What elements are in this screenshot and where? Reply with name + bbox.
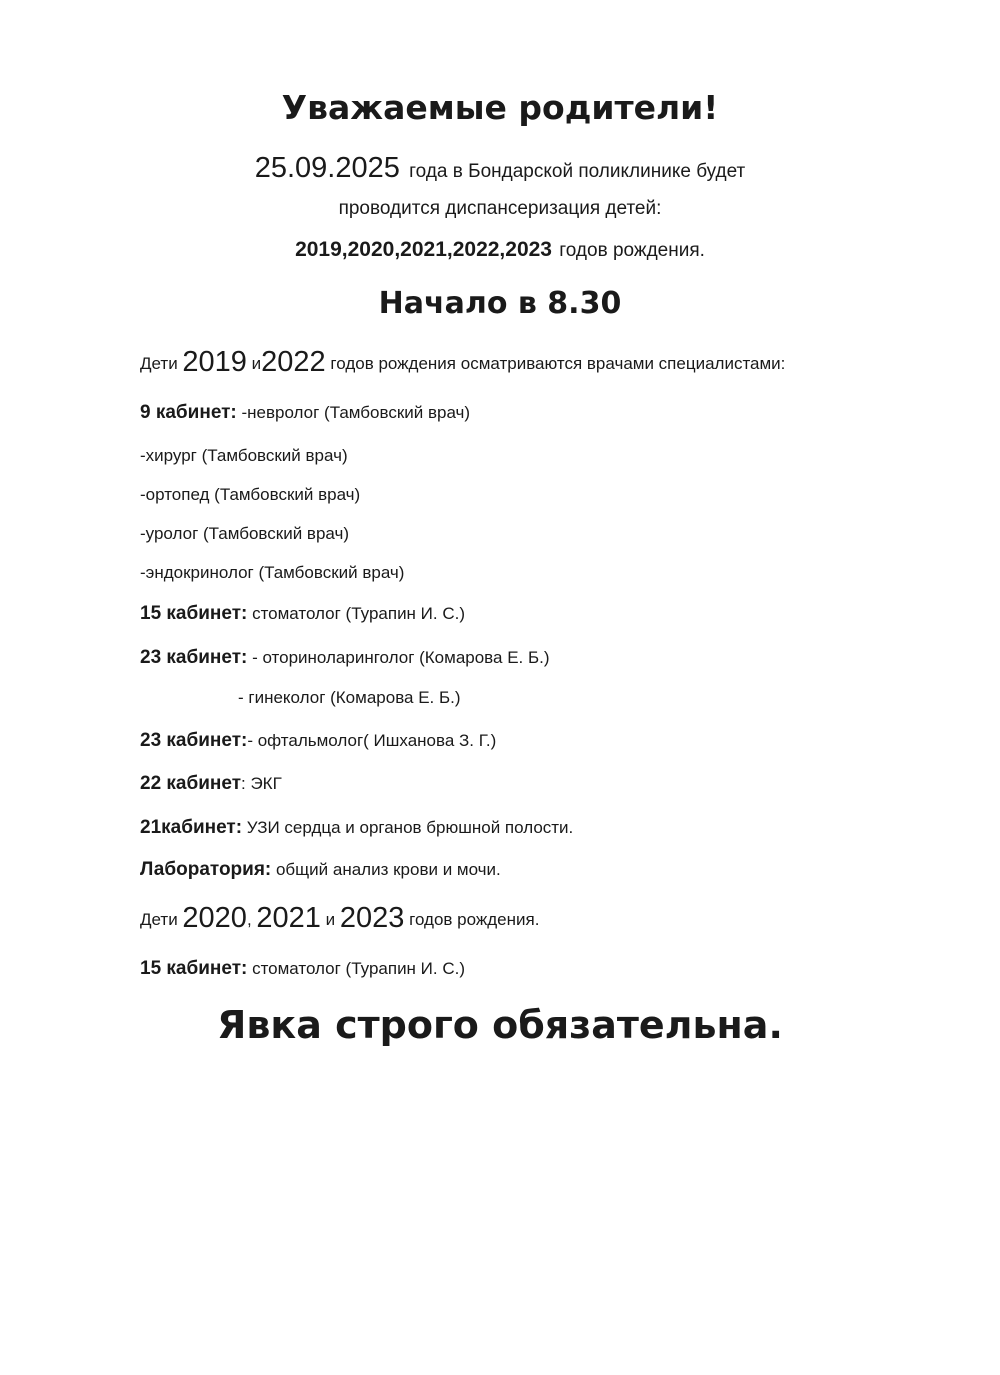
list-item (140, 402, 470, 424)
item-text: - оториноларинголог (Комарова Е. Б.) (247, 648, 550, 667)
group2-conj: и (325, 910, 336, 929)
group1-conj: и (251, 354, 262, 373)
room-label: 22 кабинет (140, 773, 242, 794)
start-time-heading: Начало в 8.30 (378, 286, 622, 321)
group1-suffix: годов рождения осматриваются врачами специалистами: (330, 354, 786, 373)
list-item (140, 958, 465, 980)
room-label: 15 кабинет: (140, 603, 248, 624)
item-text: -уролог (Тамбовский врач) (140, 524, 349, 543)
group2-year-a: 2020 (182, 902, 247, 934)
group2-year-c: 2023 (339, 902, 405, 934)
item-text: : ЭКГ (241, 774, 282, 793)
intro-line-2: проводится диспансеризация детей: (338, 198, 662, 219)
item-text: - гинеколог (Комарова Е. Б.) (238, 688, 461, 707)
notice-title: Уважаемые родители! (281, 88, 719, 127)
item-text: -эндокринолог (Тамбовский врач) (140, 563, 405, 582)
item-text: стоматолог (Турапин И. С.) (247, 959, 465, 978)
list-item (140, 647, 550, 669)
list-item (238, 688, 461, 708)
item-text: УЗИ сердца и органов брюшной полости. (242, 818, 574, 837)
room-label: 15 кабинет: (140, 958, 248, 979)
group1-intro (140, 346, 785, 379)
item-text: - офтальмолог( Ишханова З. Г.) (247, 731, 497, 750)
room-label: 21кабинет: (140, 817, 243, 838)
room-label: 9 кабинет: (140, 402, 237, 423)
exam-date: 25.09.2025 (254, 152, 400, 184)
group2-intro (140, 902, 539, 935)
intro-line-1-text: года в Бондарской поликлинике будет (409, 161, 746, 182)
room-label: Лаборатория: (140, 859, 272, 880)
list-item (140, 817, 573, 839)
intro-line-1 (0, 152, 1000, 185)
group2-prefix: Дети (140, 910, 178, 929)
list-item (140, 524, 349, 544)
room-label: 23 кабинет: (140, 647, 248, 668)
item-text: общий анализ крови и мочи. (271, 860, 501, 879)
birth-years-suffix: годов рождения. (559, 240, 705, 261)
group1-prefix: Дети (140, 354, 178, 373)
item-text: -невролог (Тамбовский врач) (236, 403, 471, 422)
group2-year-b: 2021 (256, 902, 321, 934)
list-item (140, 730, 496, 752)
list-item (140, 859, 501, 881)
list-item (140, 446, 348, 466)
list-item (140, 773, 282, 795)
item-text: -ортопед (Тамбовский врач) (140, 485, 361, 504)
list-item (140, 563, 404, 583)
item-text: -хирург (Тамбовский врач) (140, 446, 348, 465)
group2-sep: , (246, 910, 252, 929)
group1-year-b: 2022 (261, 346, 326, 378)
list-item (140, 603, 465, 625)
intro-line-3 (0, 238, 1000, 262)
group1-year-a: 2019 (182, 346, 247, 378)
closing-statement: Явка строго обязательна. (217, 1003, 783, 1047)
list-item (140, 485, 360, 505)
item-text: стоматолог (Турапин И. С.) (247, 604, 465, 623)
birth-years: 2019,2020,2021,2022,2023 (295, 238, 552, 261)
room-label: 23 кабинет: (140, 730, 248, 751)
group2-suffix: годов рождения. (409, 910, 540, 929)
